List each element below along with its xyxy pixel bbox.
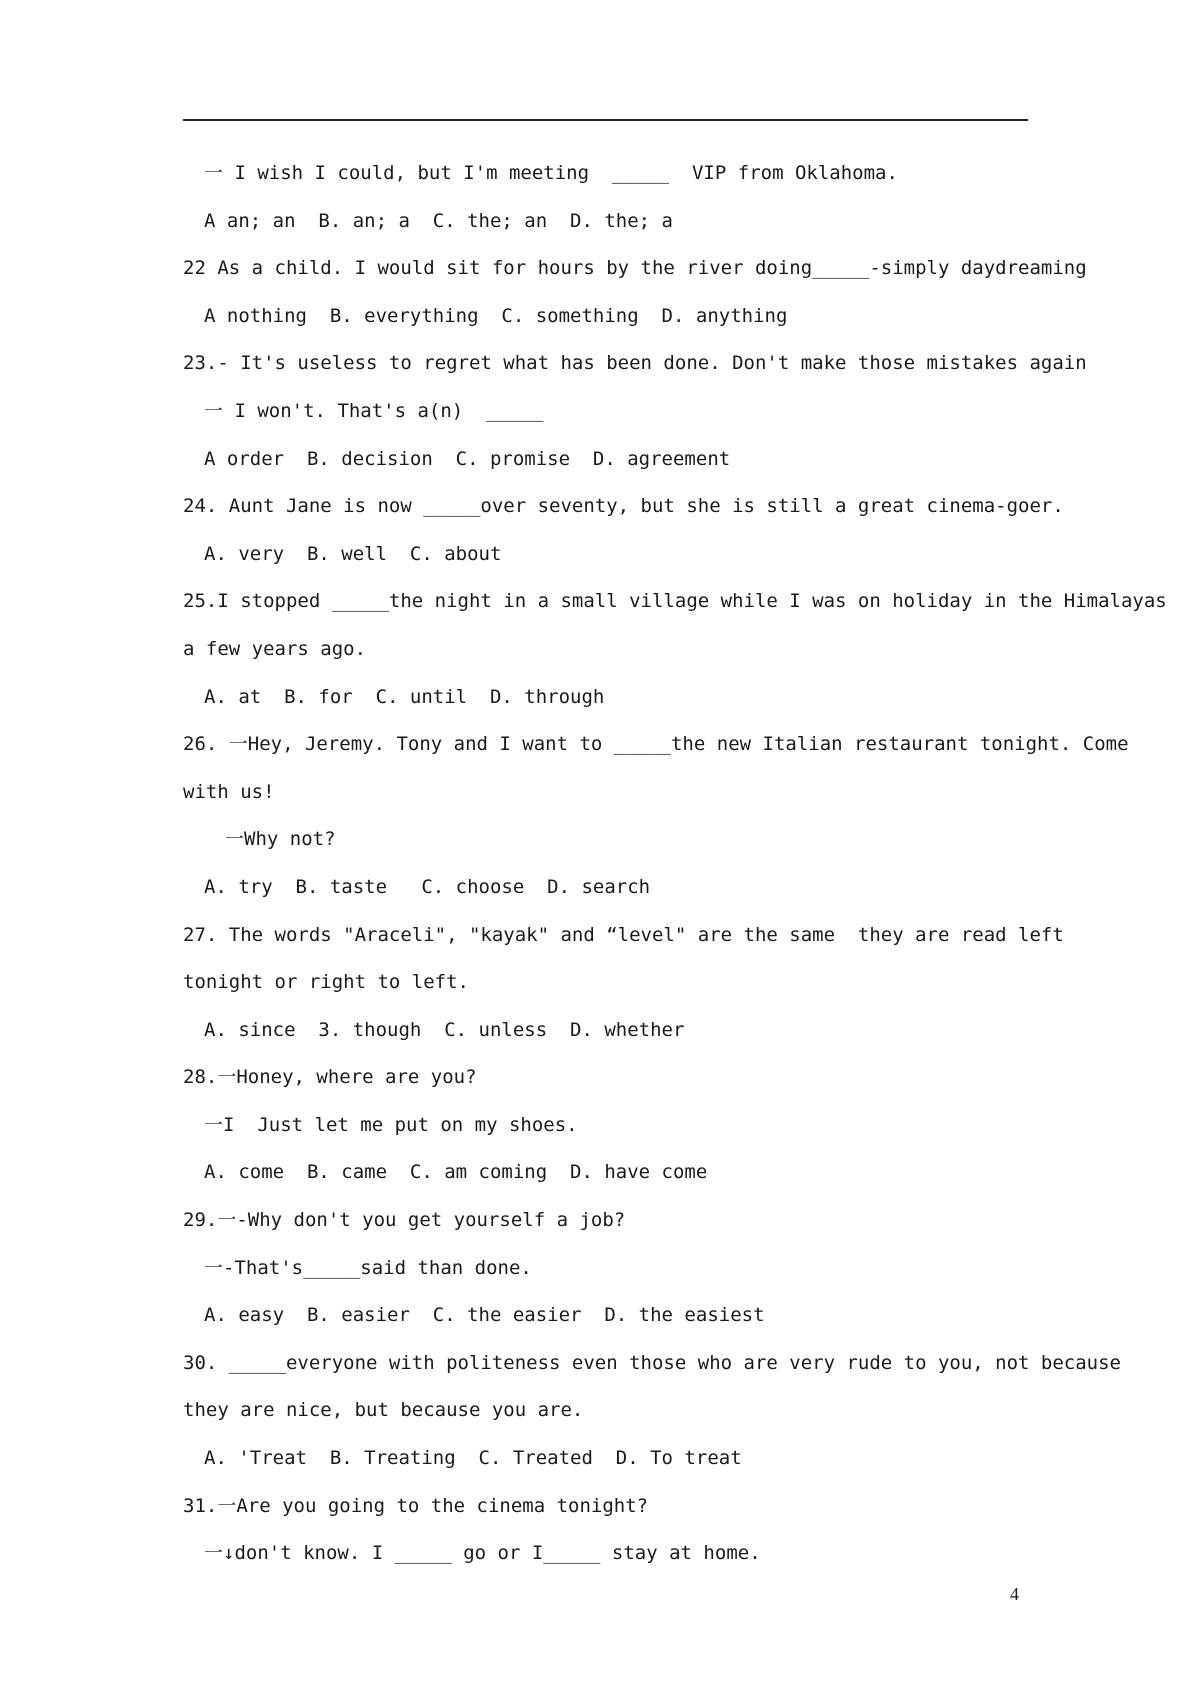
text-line: 31.一Are you going to the cinema tonight? (183, 1494, 649, 1517)
text-line: A. try B. taste C. choose D. search (204, 875, 651, 898)
text-line: A. come B. came C. am coming D. have come (204, 1161, 708, 1184)
text-line: 29.一-Why don't you get yourself a job? (183, 1209, 626, 1232)
text-line: 一 I wish I could, but I'm meeting _____ VIP from Oklahoma. (204, 162, 898, 184)
text-line: 22 As a child. I would sit for hours by the river doing_____-simply daydreaming (183, 257, 1087, 280)
text-line: A. at B. for C. until D. through (204, 685, 605, 708)
text-line: 一-That's_____said than done. (204, 1256, 532, 1279)
text-line: a few years ago. (183, 637, 367, 660)
text-line: 24. Aunt Jane is now _____over seventy, but she is still a great cinema-goer. (183, 495, 1064, 518)
text-line: 一↓don't know. I _____ go or I_____ stay at home. (204, 1542, 761, 1565)
text-line: A. since 3. though C. unless D. whether (204, 1018, 685, 1041)
text-line: A. 'Treat B. Treating C. Treated D. To treat (204, 1447, 742, 1470)
text-line: A an; an B. an; a C. the; an D. the; a (204, 209, 673, 232)
text-line: A nothing B. everything C. something D. anything (204, 304, 788, 327)
text-line: A. very B. well C. about (204, 542, 502, 565)
text-line: 一Why not? (225, 828, 336, 851)
text-line: 一I Just let me put on my shoes. (204, 1113, 578, 1136)
text-line: 27. The words "Araceli", "kayak" and “level" are the same they are read left (183, 923, 1064, 946)
text-line: 26. 一Hey, Jeremy. Tony and I want to _____the new Italian restaurant tonight. Come (183, 733, 1129, 756)
text-line: 30. _____everyone with politeness even those who are very rude to you, not because (183, 1351, 1121, 1374)
text-line: A. easy B. easier C. the easier D. the easiest (204, 1304, 765, 1327)
text-line: 28.一Honey, where are you? (183, 1066, 477, 1089)
text-line: 23.- It's useless to regret what has been done. Don't make those mistakes again (183, 352, 1087, 375)
text-line: tonight or right to left. (183, 971, 469, 994)
text-line: A order B. decision C. promise D. agreement (204, 447, 731, 470)
document-content (183, 150, 1167, 1578)
text-line: with us! (183, 780, 275, 803)
header-rule (183, 119, 1028, 121)
text-line: they are nice, but because you are. (183, 1399, 584, 1422)
text-line: 25.I stopped _____the night in a small village while I was on holiday in the Himalayas (183, 590, 1167, 613)
text-line: 一 I won't. That's a(n) _____ (204, 399, 544, 422)
page-number: 4 (1010, 1584, 1019, 1604)
